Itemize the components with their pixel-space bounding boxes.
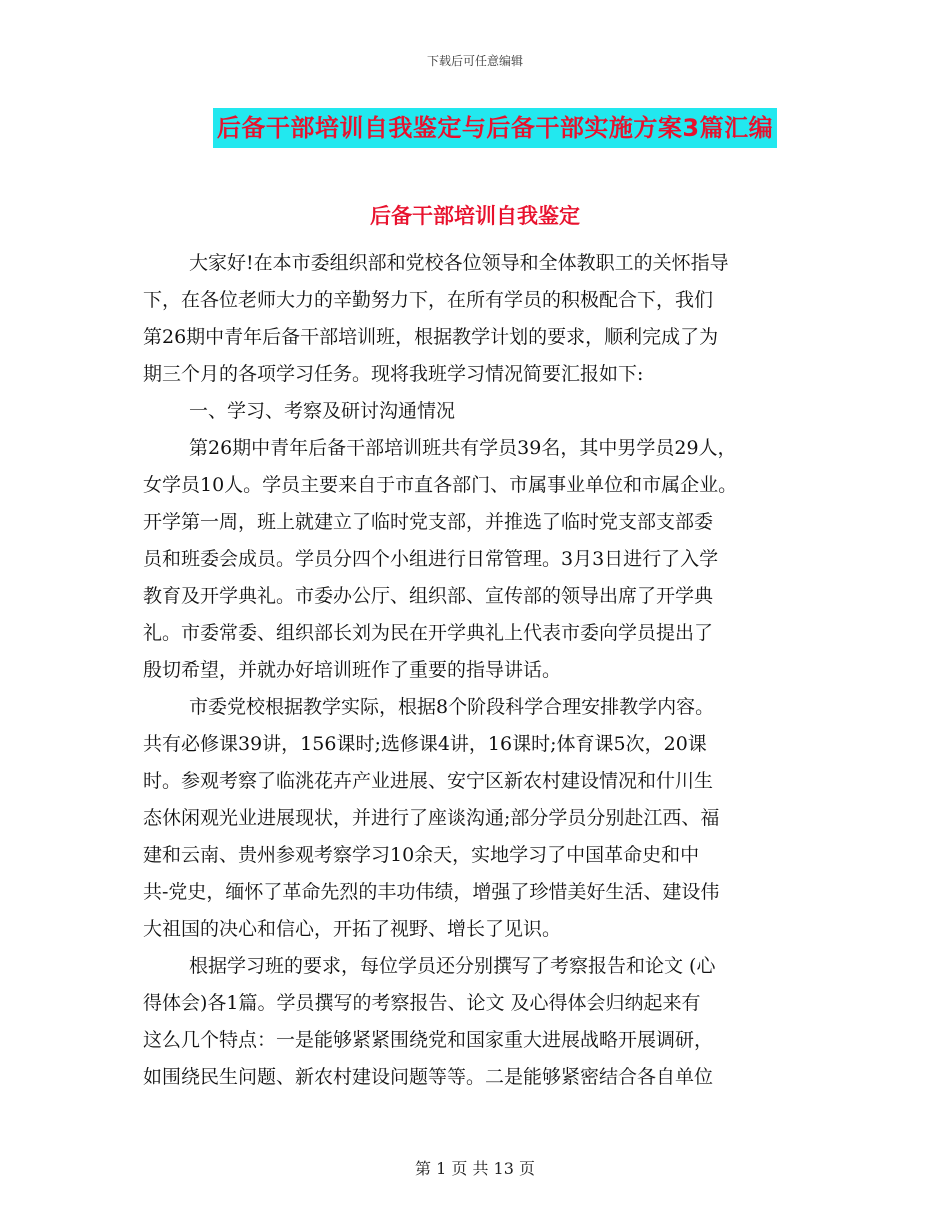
paragraph-line: 市委党校根据教学实际，根据8个阶段科学合理安排教学内容。 (189, 696, 715, 718)
paragraph-line: 下，在各位老师大力的辛勤努力下，在所有学员的积极配合下，我们 (143, 289, 714, 311)
section-title: 后备干部培训自我鉴定 (370, 204, 580, 228)
paragraph-line: 大祖国的决心和信心，开拓了视野、增长了见识。 (143, 918, 562, 940)
paragraph-line: 建和云南、贵州参观考察学习10余天，实地学习了中国革命史和中 (143, 844, 700, 866)
paragraph-line: 共有必修课39讲，156课时;选修课4讲，16课时;体育课5次，20课 (143, 733, 707, 755)
paragraph-line: 第26期中青年后备干部培训班，根据教学计划的要求，顺利完成了为 (143, 326, 719, 348)
paragraph-line: 员和班委会成员。学员分四个小组进行日常管理。3月3日进行了入学 (143, 548, 719, 570)
document-body (143, 245, 813, 1096)
paragraph-line: 殷切希望，并就办好培训班作了重要的指导讲话。 (143, 659, 562, 681)
paragraph-line: 时。参观考察了临洮花卉产业进展、安宁区新农村建设情况和什川生 (143, 770, 714, 792)
document-title-wrap (0, 108, 950, 148)
paragraph-line: 大家好!在本市委组织部和党校各位领导和全体教职工的关怀指导 (189, 252, 729, 274)
page-footer: 第 1 页 共 13 页 (415, 1159, 535, 1178)
paragraph-line: 得体会)各1篇。学员撰写的考察报告、论文 及心得体会归纳起来有 (143, 992, 701, 1014)
paragraph-line: 这么几个特点：一是能够紧紧围绕党和国家重大进展战略开展调研， (143, 1029, 714, 1051)
paragraph-line: 期三个月的各项学习任务。现将我班学习情况简要汇报如下: (143, 363, 644, 385)
paragraph-line: 如围绕民生问题、新农村建设问题等等。二是能够紧密结合各自单位 (143, 1066, 714, 1088)
paragraph-line: 教育及开学典礼。市委办公厅、组织部、宣传部的领导出席了开学典 (143, 585, 714, 607)
paragraph-line: 礼。市委常委、组织部长刘为民在开学典礼上代表市委向学员提出了 (143, 622, 714, 644)
paragraph-line: 开学第一周，班上就建立了临时党支部，并推选了临时党支部支部委 (143, 511, 714, 533)
subheading-line: 一、学习、考察及研讨沟通情况 (189, 400, 456, 422)
paragraph-line: 女学员10人。学员主要来自于市直各部门、市属事业单位和市属企业。 (143, 474, 738, 496)
paragraph-line: 态休闲观光业进展现状，并进行了座谈沟通;部分学员分别赴江西、福 (143, 807, 720, 829)
header-note: 下载后可任意编辑 (426, 54, 523, 68)
document-title: 后备干部培训自我鉴定与后备干部实施方案3篇汇编 (213, 108, 777, 148)
paragraph-line: 根据学习班的要求，每位学员还分别撰写了考察报告和论文 (心 (189, 955, 716, 977)
paragraph-line: 第26期中青年后备干部培训班共有学员39名，其中男学员29人， (189, 437, 737, 459)
paragraph-line: 共-党史，缅怀了革命先烈的丰功伟绩，增强了珍惜美好生活、建设伟 (143, 881, 720, 903)
